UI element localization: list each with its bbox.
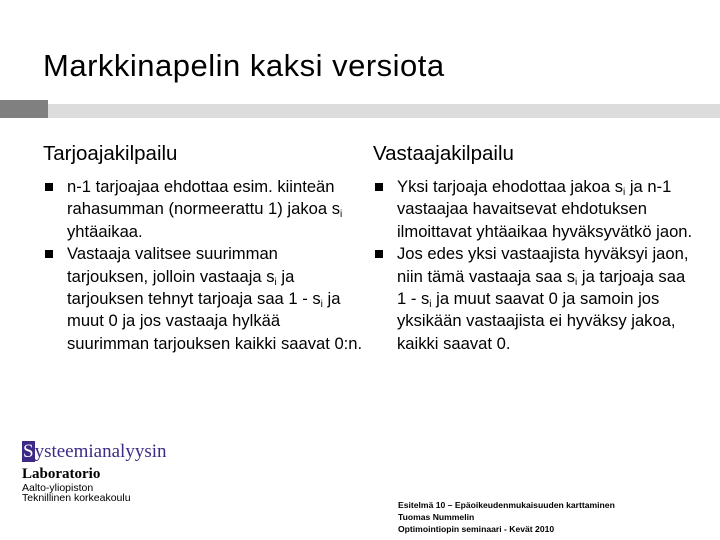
footer — [398, 499, 615, 535]
footer-seminar: Optimointiopin seminaari - Kevät 2010 — [398, 524, 555, 534]
left-column — [43, 142, 363, 355]
slide-title: Markkinapelin kaksi versiota — [43, 48, 445, 83]
footer-presentation: Esitelmä 10 – Epäoikeudenmukaisuuden karttaminen — [398, 500, 615, 510]
right-bullet-1: Yksi tarjoaja ehodottaa jakoa $s_i$ ja n-1 vastaajaa havaitsevat ehdotuksen ilmoittavat yhtäaikaa hyväksyvätkö jaon. — [373, 176, 693, 243]
right-bullet-2: Jos edes yksi vastaajista hyväksyi jaon, niin tämä vastaaja saa $s_i$ ja tarjoaja saa $1 - s_i$ ja muut saavat 0 ja samoin jos yksikään vastaajista ei hyväksy jakoa, kaikki saavat 0. — [373, 243, 693, 355]
logo-laboratorio: Laboratorio — [22, 466, 101, 482]
lab-logo — [22, 440, 167, 503]
title-rule-accent — [0, 100, 48, 118]
title-rule — [48, 104, 720, 118]
left-bullet-1: n-1 tarjoajaa ehdottaa esim. kiinteän rahasumman (normeerattu 1) jakoa $s_i$ yhtäaikaa. — [43, 176, 363, 243]
right-column-heading: Vastaajakilpailu — [373, 142, 514, 165]
left-column-heading: Tarjoajakilpailu — [43, 142, 178, 165]
logo-school: Teknillinen korkeakoulu — [22, 492, 131, 504]
right-column — [373, 142, 693, 355]
left-bullet-2: Vastaaja valitsee suurimman tarjouksen, jolloin vastaaja $s_i$ ja tarjouksen tehnyt tarjoaja saa $1 - s_i$ ja muut 0 ja jos vastaaja hylkää suurimman tarjouksen kaikki saavat 0:n. — [43, 243, 363, 355]
logo-university: Aalto-yliopiston — [22, 482, 94, 494]
logo-wordmark: Systeemianalyysin — [23, 441, 167, 462]
footer-author: Tuomas Nummelin — [398, 512, 475, 522]
right-bullet-list — [373, 176, 693, 355]
left-bullet-list — [43, 176, 363, 355]
